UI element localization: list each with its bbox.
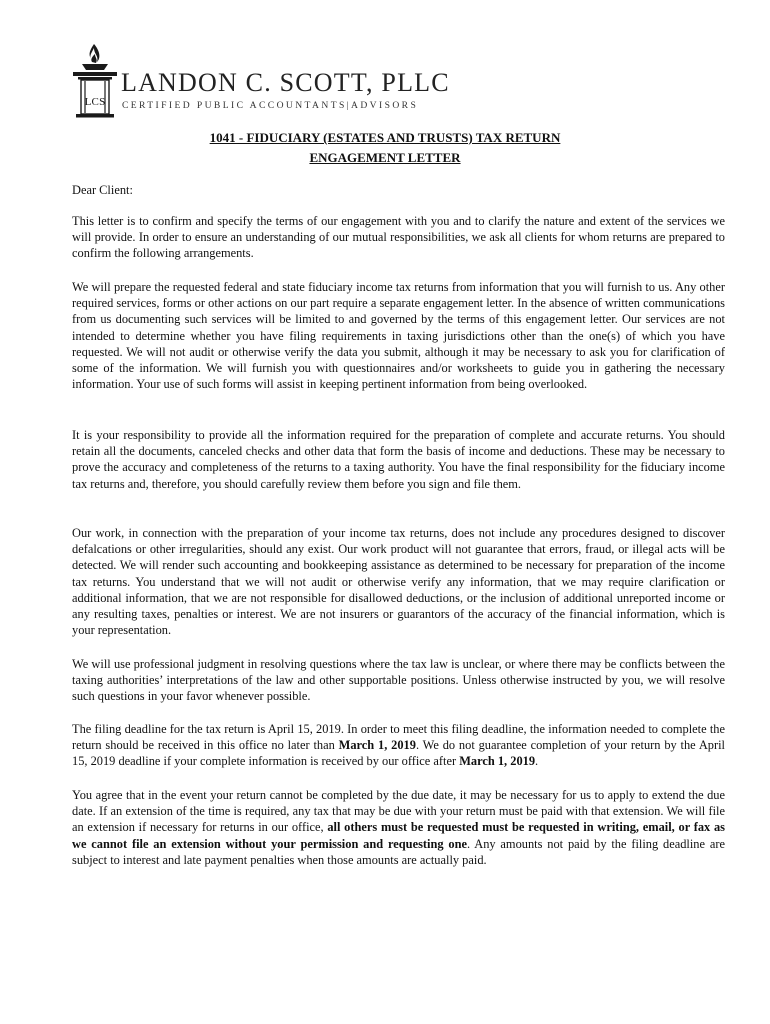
paragraph-services: We will prepare the requested federal and state fiduciary income tax returns from information that you will furnish to us. Any other required services, forms or other actions on our part require a separate engagement letter. In the absence of written communications from us documenting such services will be limited to and governed by the terms of this engagement letter. Our services are not intended to determine whether you have filing requirements in taxing jurisdictions other than the one(s) of which you have requested. We will not audit or otherwise verify the data you submit, although it may be necessary to ask you for clarification of some of the information. We will furnish you with questionnaires and/or worksheets to guide you in gathering the necessary information. Your use of such forms will assist in keeping pertinent information from being overlooked. <box>72 280 725 392</box>
letter-subtitle: ENGAGEMENT LETTER <box>309 150 461 165</box>
paragraph-intro: This letter is to confirm and specify the terms of our engagement with you and to clarify the nature and extent of the services we will provide. In order to ensure an understanding of our mutual responsibilities, we ask all clients for whom returns are prepared to confirm the following arrangements. <box>72 214 725 261</box>
extension-text-2: . Any amounts not paid by the filing deadline are subject to interest and late payment penalties when those amounts are actually paid. <box>72 836 725 867</box>
deadline-date-2: March 1, 2019 <box>459 754 536 769</box>
deadline-text-3: . <box>535 754 539 769</box>
extension-text-1: You agree that in the event your return cannot be completed by the due date, it may be necessary for us to apply to extend the due date. If an extension of the time is required, any tax that may be due with your return must be paid with that extension. We will file an extension if necessary for returns in our office, <box>72 788 725 835</box>
logo-monogram: LCS <box>84 96 106 108</box>
salutation: Dear Client: <box>72 183 133 197</box>
paragraph-filing-deadline <box>72 721 725 770</box>
deadline-text-2: . We do not guarantee completion of your return by the April 15, 2019 deadline if your complete information is received by our office after <box>72 738 725 769</box>
extension-bold-notice: all others must be requested must be requested in writing, email, or fax as we cannot file an extension without your permission and requesting one <box>72 820 725 851</box>
firm-name: LANDON C. SCOTT, PLLC <box>121 68 450 97</box>
deadline-text-1: The filing deadline for the tax return is April 15, 2019. In order to meet this filing deadline, the information needed to complete the return should be received in this office no later than <box>72 722 725 753</box>
paragraph-professional-judgment: We will use professional judgment in resolving questions where the tax law is unclear, or where there may be conflicts between the taxing authorities’ interpretations of the law and other supportable positions. Unless otherwise instructed by you, we will resolve such questions in your favor whenever possible. <box>72 657 725 704</box>
pillar-flame-logo-icon <box>70 42 120 118</box>
deadline-date-1: March 1, 2019 <box>338 738 416 753</box>
letter-title: 1041 - FIDUCIARY (ESTATES AND TRUSTS) TAX RETURN <box>209 130 561 145</box>
paragraph-scope-limitations: Our work, in connection with the preparation of your income tax returns, does not include any procedures designed to discover defalcations or other irregularities, should any exist. Our work product will not guarantee that errors, fraud, or illegal acts will be detected. We will render such accounting and bookkeeping assistance as determined to be necessary for preparation of the income tax returns. You understand that we will not audit or otherwise verify any information, that we may require clarification or additional information, that we are not responsible for disallowed deductions, or the inclusion of additional unreported income or any resulting taxes, penalties or interest. We are not insurers or guarantors of the accuracy of the financial information, which is your representation. <box>72 526 725 638</box>
paragraph-client-responsibility: It is your responsibility to provide all the information required for the preparation of complete and accurate returns. You should retain all the documents, canceled checks and other data that form the basis of income and deductions. These may be necessary to prove the accuracy and completeness of the returns to a taxing authority. You have the final responsibility for the fiduciary income tax returns and, therefore, you should carefully review them before you sign and file them. <box>72 428 725 491</box>
paragraph-extension <box>72 787 725 868</box>
letterhead <box>70 42 450 120</box>
firm-tagline: CERTIFIED PUBLIC ACCOUNTANTS|ADVISORS <box>122 100 419 111</box>
